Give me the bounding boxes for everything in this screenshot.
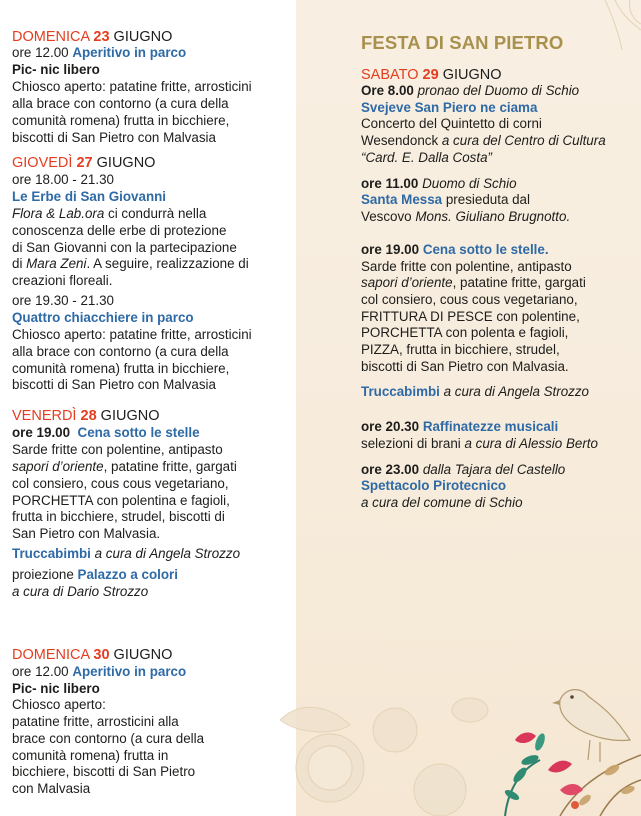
date-heading-sat29 (361, 67, 502, 84)
month-label: GIUGNO (113, 29, 173, 45)
event-description: Flora & Lab.ora ci condurrà nella (12, 206, 207, 221)
event-time-title: ore 20.30 Raffinatezze musicali (361, 419, 559, 434)
day-label: GIOVEDÌ (12, 155, 73, 171)
event-time: ore 19.00 (12, 425, 71, 440)
event-description: Chiosco aperto: patatine fritte, arrosticini (12, 79, 252, 94)
month-label: GIUGNO (100, 408, 160, 424)
event-title: Le Erbe di San Giovanni (12, 189, 167, 204)
event-description: comunità romena) frutta in bicchiere, (12, 361, 230, 376)
event-description: creazioni floreali. (12, 273, 113, 288)
picnic-label: Pic- nic libero (12, 681, 100, 696)
event-description: biscotti di San Pietro con Malvasia. (361, 359, 569, 374)
event-description: Chiosco aperto: patatine fritte, arrosticini (12, 327, 252, 342)
month-label: GIUGNO (96, 155, 156, 171)
event-time: ore 19.30 - 21.30 (12, 293, 114, 308)
event-description: comunità romena) frutta in (12, 748, 169, 763)
event-sun30 (12, 664, 186, 681)
date-heading-fri28 (12, 408, 159, 425)
day-number: 27 (76, 155, 93, 171)
event-title: Santa Messa (361, 192, 443, 207)
truccabimbi-fri28: Truccabimbi a cura di Angela Strozzo (12, 546, 241, 561)
event-title: Quattro chiacchiere in parco (12, 310, 194, 325)
event-description: brace con contorno (a cura della (12, 731, 205, 746)
day-number: 30 (93, 647, 110, 663)
event-description: “Card. E. Dalla Costa” (361, 150, 492, 165)
day-label: DOMENICA (12, 647, 90, 663)
event-sun23 (12, 45, 186, 62)
picnic-label: Pic- nic libero (12, 62, 100, 77)
date-heading-sun30 (12, 647, 172, 664)
event-time: ore 12.00 (12, 664, 69, 679)
event-description: selezioni di brani a cura di Alessio Berto (361, 436, 598, 451)
page-title: FESTA DI SAN PIETRO (361, 32, 564, 53)
day-label: VENERDÌ (12, 408, 77, 424)
event-description: sapori d’oriente, patatine fritte, gargati (361, 275, 586, 290)
day-number: 29 (422, 67, 439, 83)
day-number: 23 (93, 29, 110, 45)
event-description: col consiero, cous cous vegetariano, (361, 292, 578, 307)
event-description: di Mara Zeni. A seguire, realizzazione di (12, 256, 249, 271)
event-description: alla brace con contorno (a cura della (12, 344, 229, 359)
event-time-title: ore 19.00 Cena sotto le stelle. (361, 242, 549, 257)
month-label: GIUGNO (442, 67, 502, 83)
event-description: Vescovo Mons. Giuliano Brugnotto. (361, 209, 571, 224)
day-label: DOMENICA (12, 29, 90, 45)
event-description: FRITTURA DI PESCE con polentine, (361, 309, 580, 324)
event-description: Chiosco aperto: (12, 697, 106, 712)
event-description: PIZZA, frutta in bicchiere, strudel, (361, 342, 560, 357)
event-description: biscotti di San Pietro con Malvasia (12, 130, 216, 145)
event-description: comunità romena) frutta in bicchiere, (12, 113, 230, 128)
event-description: Wesendonck a cura del Centro di Cultura (361, 133, 606, 148)
projection-credit: a cura di Dario Strozzo (12, 584, 149, 599)
event-description: sapori d’oriente, patatine fritte, gargati (12, 459, 237, 474)
event-title: Cena sotto le stelle (77, 425, 200, 440)
event-description: a cura del comune di Schio (361, 495, 523, 510)
date-heading-sun23 (12, 29, 172, 46)
event-title: Svejeve San Piero ne ciama (361, 100, 538, 115)
event-description: conoscenza delle erbe di protezione (12, 223, 227, 238)
event-description: di San Giovanni con la partecipazione (12, 240, 237, 255)
event-description: Sarde fritte con polentine, antipasto (12, 442, 223, 457)
event-time-place: ore 23.00 dalla Tajara del Castello (361, 462, 566, 477)
day-label: SABATO (361, 67, 419, 83)
event-title: Aperitivo in parco (72, 45, 187, 60)
projection-fri28: proiezione Palazzo a colori (12, 567, 178, 582)
truccabimbi-sat29: Truccabimbi a cura di Angela Strozzo (361, 384, 590, 399)
event-description: alla brace con contorno (a cura della (12, 96, 229, 111)
event-description: PORCHETTA con polenta e fagioli, (361, 325, 569, 340)
month-label: GIUGNO (113, 647, 173, 663)
event-description: frutta in bicchiere, strudel, biscotti di (12, 509, 225, 524)
event-description: patatine fritte, arrosticini alla (12, 714, 179, 729)
event-time: ore 18.00 - 21.30 (12, 172, 114, 187)
event-time-place: Ore 8.00 pronao del Duomo di Schio (361, 83, 580, 98)
day-number: 28 (80, 408, 97, 424)
event-description: con Malvasia (12, 781, 91, 796)
event-fri28 (12, 425, 200, 442)
event-description: Sarde fritte con polentine, antipasto (361, 259, 572, 274)
event-description: col consiero, cous cous vegetariano, (12, 476, 229, 491)
event-description: San Pietro con Malvasia. (12, 526, 161, 541)
event-title: Aperitivo in parco (72, 664, 187, 679)
event-title: Spettacolo Pirotecnico (361, 478, 507, 493)
event-time: ore 12.00 (12, 45, 69, 60)
event-description: PORCHETTA con polentina e fagioli, (12, 493, 230, 508)
event-title-line: Santa Messa presieduta dal (361, 192, 530, 207)
event-time-place: ore 11.00 Duomo di Schio (361, 176, 517, 191)
event-description: biscotti di San Pietro con Malvasia (12, 377, 216, 392)
event-description: bicchiere, biscotti di San Pietro (12, 764, 196, 779)
date-heading-thu27 (12, 155, 155, 172)
event-description: Concerto del Quintetto di corni (361, 116, 542, 131)
